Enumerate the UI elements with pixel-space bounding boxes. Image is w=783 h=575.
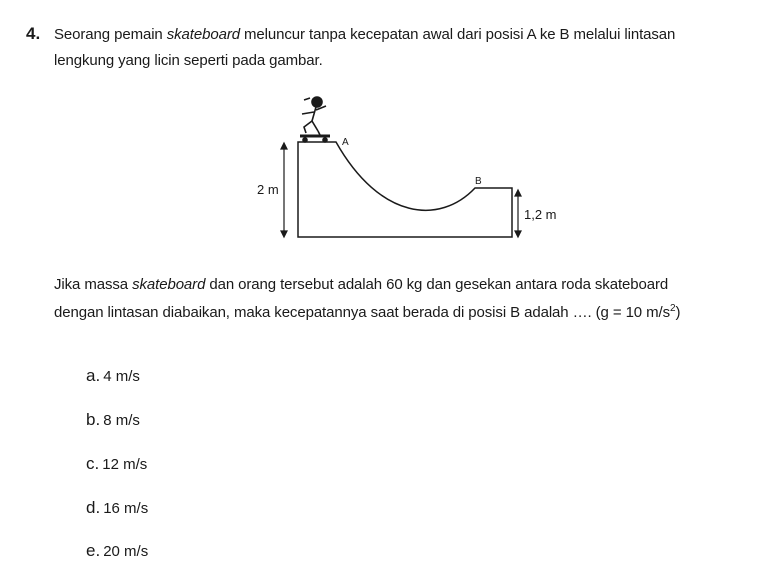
skateboard-ramp-figure [240, 90, 570, 250]
ramp-outline [298, 142, 512, 237]
question-line-4: dengan lintasan diabaikan, maka kecepatannya saat berada di posisi B adalah …. (g = 10 $m/s^2$) [54, 303, 681, 321]
option-e[interactable]: e. 20 m/s [86, 541, 149, 560]
option-d[interactable]: d. 16 m/s [86, 498, 149, 517]
label-b: B [475, 176, 482, 187]
option-a[interactable]: a. 4 m/s [86, 366, 140, 385]
skater-icon [300, 97, 330, 142]
label-height-right: 1,2 m [524, 207, 557, 222]
label-height-left: 2 m [257, 182, 279, 197]
question-number: 4. [26, 24, 41, 43]
option-b[interactable]: b. 8 m/s [86, 410, 140, 429]
option-c[interactable]: c. 12 m/s [86, 454, 148, 473]
label-a: A [342, 137, 349, 148]
right-height-arrow [515, 190, 521, 237]
left-height-arrow [281, 143, 287, 237]
question-line-3: Jika massa skateboard dan orang tersebut adalah 60 kg dan gesekan antara roda skateboard [54, 276, 669, 293]
question-line-2: lengkung yang licin seperti pada gambar. [54, 52, 323, 69]
question-line-1: Seorang pemain skateboard meluncur tanpa kecepatan awal dari posisi A ke B melalui lintasan [54, 26, 676, 43]
